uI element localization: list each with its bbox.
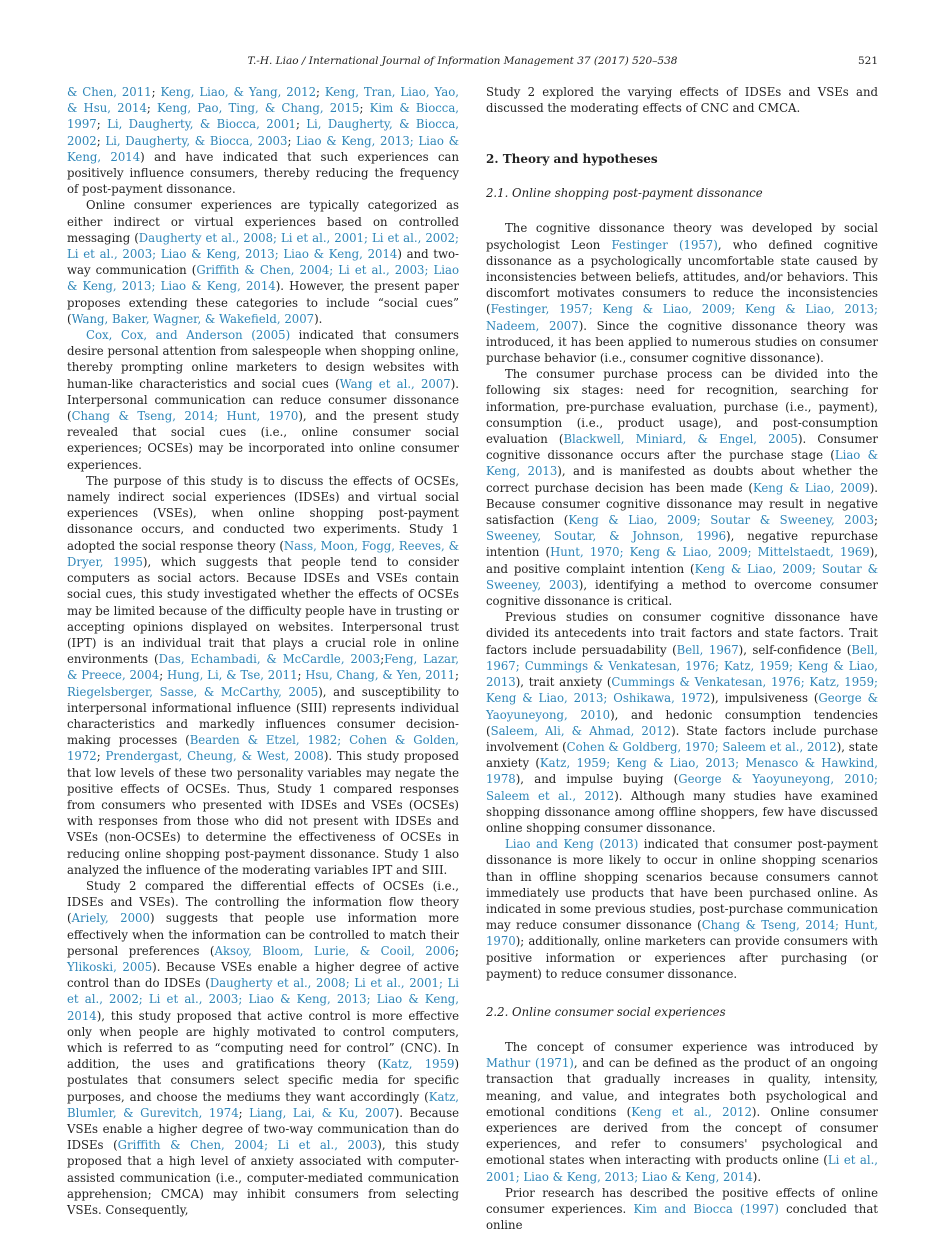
citation-link[interactable]: Hsu, Chang, & Yen, 2011 <box>305 668 456 683</box>
paragraph <box>67 197 459 327</box>
paragraph <box>486 84 878 116</box>
text-run: ). Consumer cognitive dissonance occurs after the purchase stage ( <box>486 432 878 463</box>
citation-link[interactable]: Liao & Keng, 2013; Liao & Keng, 2014 <box>67 133 460 164</box>
page-number: 521 <box>857 55 878 67</box>
text-run: ; <box>96 133 106 148</box>
paragraph <box>486 1185 878 1234</box>
text-run: Prior research has described the positive effects of online consumer experiences. <box>486 1185 878 1216</box>
citation-link[interactable]: Prendergast, Cheung, & West, 2008 <box>105 749 324 764</box>
citation-link[interactable]: Cummings & Venkatesan, 1976; Katz, 1959; Keng & Liao, 2013; Oshikawa, 1972 <box>486 675 878 706</box>
text-run: The purpose of this study is to discuss the effects of OCSEs, namely indirect social experiences (IDSEs) and virtual social experiences (VSEs), when online shopping post-payment dissonance occurs, and conducted two experiments. Study 1 adopted the social response theory ( <box>67 473 459 553</box>
text-run: ), negative repurchase intention ( <box>486 529 878 560</box>
citation-link[interactable]: & Chen, 2011 <box>67 85 152 99</box>
citation-link[interactable]: Wang et al., 2007 <box>339 376 451 391</box>
citation-link[interactable]: Sweeney, Soutar, & Johnson, 1996 <box>486 529 727 544</box>
citation-link[interactable]: Daugherty et al., 2008; Li et al., 2001; Li et al., 2002; Li et al., 2003; Liao & Keng, 2013; Liao & Keng, 2014 <box>67 976 459 1023</box>
subsection-heading: 2.1. Online shopping post-payment dissonance <box>486 186 763 201</box>
citation-link[interactable]: Keng, Pao, Ting, & Chang, 2015 <box>157 101 360 116</box>
text-run: ; <box>380 652 385 667</box>
text-run: ; <box>96 749 106 764</box>
running-header <box>0 55 925 71</box>
citation-link[interactable]: Cohen & Goldberg, 1970; Saleem et al., 2012 <box>566 739 837 754</box>
text-run: ) and two-way communication ( <box>67 247 459 278</box>
text-run: ), which suggests that people tend to consider computers as social actors. Because IDSEs and VSEs contain social cues, this study investigated whether the effects of OCSEs may be limited because of the difficulty people have in trusting or accepting opinions displayed on websites. Interpersonal trust (IPT) is an individual trait that plays a crucial role in online environments ( <box>67 554 459 667</box>
citation-link[interactable]: Keng & Liao, 2009; Soutar & Sweeney, 2003 <box>568 513 875 528</box>
citation-link[interactable]: Keng & Liao, 2009; Soutar & Sweeney, 2003 <box>486 561 878 592</box>
citation-link[interactable]: Festinger (1957) <box>611 237 718 252</box>
citation-link[interactable]: Feng, Lazar, & Preece, 2004 <box>67 652 459 683</box>
text-run: ), and hedonic consumption tendencies ( <box>486 707 878 738</box>
citation-link[interactable]: Cox, Cox, and Anderson (2005) <box>86 328 291 343</box>
text-run: concluded that online <box>486 1201 878 1233</box>
text-run: ). Because VSEs enable a higher degree of two-way communication than do IDSEs ( <box>67 1105 459 1153</box>
citation-link[interactable]: Riegelsberger, Sasse, & McCarthy, 2005 <box>67 684 319 699</box>
text-run: ). <box>314 311 323 326</box>
text-run: The cognitive dissonance theory was developed by social psychologist Leon <box>486 221 878 252</box>
left-column <box>67 84 459 1218</box>
text-run: ). Because consumer cognitive dissonance may result in negative satisfaction ( <box>486 480 878 528</box>
text-run: , who defined cognitive dissonance as a psychologically uncomfortable state caused by inconsistencies between beliefs, attitudes, and/or behaviors. This discomfort motivates consumers to reduce the inconsistencies ( <box>486 237 878 317</box>
right-column <box>486 84 878 1233</box>
citation-link[interactable]: Hung, Li, & Tse, 2011 <box>166 668 298 683</box>
text-run: ). State factors include purchase involvement ( <box>486 723 878 754</box>
text-run: ). Although many studies have examined shopping dissonance among offline shoppers, few have discussed online shopping consumer dissonance. <box>486 788 878 835</box>
citation-link[interactable]: George & Yaoyuneyong, 2010; Saleem et al., 2012 <box>486 772 878 803</box>
paragraph <box>67 327 459 473</box>
text-run: ), and susceptibility to interpersonal informational influence (SIII) represents individual characteristics and markedly influences consumer decision-making processes ( <box>67 684 459 748</box>
citation-link[interactable]: Li, Daugherty, & Biocca, 2002 <box>67 117 460 148</box>
text-run: ; <box>316 85 325 99</box>
text-run: ; <box>455 668 459 683</box>
text-run: The consumer purchase process can be divided into the following six stages: need for recognition, searching for information, pre-purchase evaluation, purchase (i.e., payment), consumption (i.e., product usage), and post-consumption evaluation ( <box>486 367 878 447</box>
text-run: ). Interpersonal communication can reduce consumer dissonance ( <box>67 376 459 424</box>
citation-link[interactable]: George & Yaoyuneyong, 2010 <box>486 691 878 722</box>
text-run: indicated that consumers desire personal attention from salespeople when shopping online, thereby prompting online marketers to design websites with human-like characteristics and social cues ( <box>67 328 459 391</box>
text-run: ) postulates that consumers select specific media for specific purposes, and choose the mediums they want accordingly ( <box>67 1057 460 1104</box>
text-run: ; <box>287 133 297 148</box>
text-run: ; <box>455 943 459 958</box>
paragraph <box>486 366 878 609</box>
subsection-heading: 2.2. Online consumer social experiences <box>486 1004 726 1019</box>
citation-link[interactable]: Chang & Tseng, 2014; Hunt, 1970 <box>71 409 299 424</box>
text-run: , and can be defined as the product of an ongoing transaction that gradually increases in quality, intensity, meaning, and value, and integrates both psychological and emotional conditions ( <box>486 1056 878 1119</box>
text-run: ), and positive complaint intention ( <box>486 545 878 576</box>
text-run: ), and the present study revealed that social cues (i.e., online consumer social experiences; OCSEs) may be incorporated into online consumer experiences. <box>67 409 460 472</box>
citation-link[interactable]: Li, Daugherty, & Biocca, 2003 <box>105 133 288 148</box>
text-run: ), and is manifested as doubts about whether the correct purchase decision has been made ( <box>486 464 878 495</box>
paragraph <box>67 473 459 878</box>
text-run: ; <box>159 668 167 683</box>
text-run: ; <box>96 117 108 132</box>
citation-link[interactable]: Keng & Liao, 2009 <box>752 480 870 495</box>
citation-link[interactable]: Griffith & Chen, 2004; Li et al., 2003; Liao & Keng, 2013; Liao & Keng, 2014 <box>67 263 460 294</box>
text-run: ) suggests that people use information more effectively when the information can be controlled to match their personal preferences ( <box>67 911 459 958</box>
text-run: ; <box>238 1105 250 1120</box>
citation-link[interactable]: Blackwell, Miniard, & Engel, 2005 <box>563 432 798 447</box>
journal-citation: T.-H. Liao / International Journal of Information Management 37 (2017) 520–538 <box>247 55 678 67</box>
citation-link[interactable]: Liao and Keng (2013) <box>505 837 639 852</box>
citation-link[interactable]: Keng et al., 2012 <box>631 1104 752 1119</box>
citation-link[interactable]: Li, Daugherty, & Biocca, 2001 <box>107 117 296 132</box>
citation-link[interactable]: Wang, Baker, Wagner, & Wakefield, 2007 <box>71 311 315 326</box>
citation-link[interactable]: Nass, Moon, Fogg, Reeves, & Dryer, 1995 <box>67 538 459 569</box>
citation-link[interactable]: Griffith & Chen, 2004; Li et al., 2003 <box>117 1138 378 1153</box>
citation-link[interactable]: Katz, 1959 <box>382 1057 455 1072</box>
citation-link[interactable]: Li et al., 2001; Liao & Keng, 2013; Liao & Keng, 2014 <box>486 1153 879 1184</box>
text-run: ), self-confidence ( <box>738 642 852 657</box>
citation-link[interactable]: Saleem, Ali, & Ahmad, 2012 <box>490 723 672 738</box>
citation-link[interactable]: Mathur (1971) <box>486 1056 574 1071</box>
citation-link[interactable]: Festinger, 1957; Keng & Liao, 2009; Keng & Liao, 2013; Nadeem, 2007 <box>486 302 878 333</box>
text-run: Previous studies on consumer cognitive dissonance have divided its antecedents into trait factors and state factors. Trait factors include persuadability ( <box>486 610 878 657</box>
citation-link[interactable]: Kim & Biocca, 1997 <box>67 101 460 132</box>
text-run: Study 2 explored the varying effects of IDSEs and VSEs and discussed the moderating effects of CNC and CMCA. <box>486 85 878 116</box>
citation-link[interactable]: Ylikoski, 2005 <box>67 959 153 974</box>
text-run: ); additionally, online marketers can provide consumers with positive information or experiences after purchasing (or payment) to reduce consumer dissonance. <box>486 934 878 981</box>
citation-link[interactable]: Chang & Tseng, 2014; Hunt, 1970 <box>486 918 878 949</box>
text-run: ). Because VSEs enable a higher degree of active control than do IDSEs ( <box>67 959 459 991</box>
citation-link[interactable]: Keng, Liao, & Yang, 2012 <box>160 85 317 99</box>
citation-link[interactable]: Kim and Biocca (1997) <box>633 1201 779 1216</box>
text-run: ; <box>297 668 306 683</box>
citation-link[interactable]: Bell, 1967 <box>676 642 739 657</box>
text-run: ). <box>752 1169 762 1184</box>
paragraph <box>486 609 878 836</box>
text-run: ), and impulse buying ( <box>515 772 679 787</box>
text-run: ; <box>146 101 158 116</box>
text-run: ), this study proposed that a high level of anxiety associated with computer-assisted communication (i.e., computer-mediated communication apprehension; CMCA) may inhibit consumers from selecting VSEs. Consequently, <box>67 1138 459 1218</box>
text-run: indicated that consumer post-payment dissonance is more likely to occur in online shopping scenarios than in offline shopping scenarios because consumers cannot immediately use products that have been purchased online. As indicated in some previous studies, post-purchase communication may reduce consumer dissonance ( <box>486 837 878 933</box>
text-run: ; <box>295 117 307 132</box>
text-run: ). This study proposed that low levels of these two personality variables may negate the positive effects of OCSEs. Thus, Study 1 compared responses from consumers who presented with IDSEs and VSEs (OCSEs) with responses from those who did not present with IDSEs and VSEs (non-OCSEs) to determine the effectiveness of OCSEs in reducing online shopping post-payment dissonance. Study 1 also analyzed the influence of the moderating variables IPT and SIII. <box>67 749 459 877</box>
citation-link[interactable]: Katz, Blumler, & Gurevitch, 1974 <box>67 1089 459 1120</box>
citation-link[interactable]: Keng, Tran, Liao, Yao, & Hsu, 2014 <box>67 85 459 116</box>
citation-link[interactable]: Aksoy, Bloom, Lurie, & Cooil, 2006 <box>214 943 456 958</box>
text-run: ; <box>359 101 370 116</box>
paragraph <box>67 84 459 197</box>
paragraph <box>486 1039 878 1185</box>
citation-link[interactable]: Liang, Lai, & Ku, 2007 <box>249 1105 395 1120</box>
citation-link[interactable]: Bearden & Etzel, 1982; Cohen & Golden, 1972 <box>67 733 459 764</box>
citation-link[interactable]: Daugherty et al., 2008; Li et al., 2001; Li et al., 2002; Li et al., 2003; Liao & Keng, 2013; Liao & Keng, 2014 <box>67 230 459 262</box>
paragraph <box>67 878 459 1218</box>
section-heading: 2. Theory and hypotheses <box>486 152 658 167</box>
text-run: ), impulsiveness ( <box>710 691 819 706</box>
citation-link[interactable]: Liao & Keng, 2013 <box>486 448 879 479</box>
text-run: Study 2 compared the differential effects of OCSEs (i.e., IDSEs and VSEs). The controlling the information flow theory ( <box>67 878 459 926</box>
citation-link[interactable]: Ariely, 2000 <box>71 911 150 926</box>
paragraph <box>486 220 878 366</box>
text-run: ), state anxiety ( <box>486 739 878 771</box>
text-run: ). Online consumer experiences are derived from the concept of consumer experiences, and refer to consumers' psychological and emotional states when interacting with products online ( <box>486 1104 878 1168</box>
citation-link[interactable]: Katz, 1959; Keng & Liao, 2013; Menasco & Hawkind, 1978 <box>486 756 878 787</box>
text-run: ), this study proposed that active control is more effective only when people are highly motivated to control computers, which is referred to as “computing need for control” (CNC). In addition, the uses and gratifications theory ( <box>67 1008 459 1072</box>
text-run: ). Since the cognitive dissonance theory was introduced, it has been applied to numerous studies on consumer purchase behavior (i.e., consumer cognitive dissonance). <box>486 318 878 366</box>
paragraph <box>486 836 878 982</box>
text-run: ) and have indicated that such experiences can positively influence consumers, thereby reducing the frequency of post-payment dissonance. <box>67 149 459 197</box>
text-run: ), identifying a method to overcome consumer cognitive dissonance is critical. <box>486 577 878 609</box>
citation-link[interactable]: Bell, 1967; Cummings & Venkatesan, 1976; Katz, 1959; Keng & Liao, 2013 <box>486 642 879 690</box>
citation-link[interactable]: Hunt, 1970; Keng & Liao, 2009; Mittelstaedt, 1969 <box>550 545 870 560</box>
text-run: ). However, the present paper proposes extending these categories to include “social cues” ( <box>67 279 459 326</box>
text-run: Online consumer experiences are typically categorized as either indirect or virtual experiences based on controlled messaging ( <box>67 198 459 245</box>
citation-link[interactable]: Das, Echambadi, & McCardle, 2003 <box>158 652 381 667</box>
text-run: The concept of consumer experience was introduced by <box>505 1039 878 1054</box>
text-run: ), trait anxiety ( <box>515 675 612 690</box>
text-run: ; <box>874 513 878 528</box>
text-run: ; <box>151 85 161 99</box>
